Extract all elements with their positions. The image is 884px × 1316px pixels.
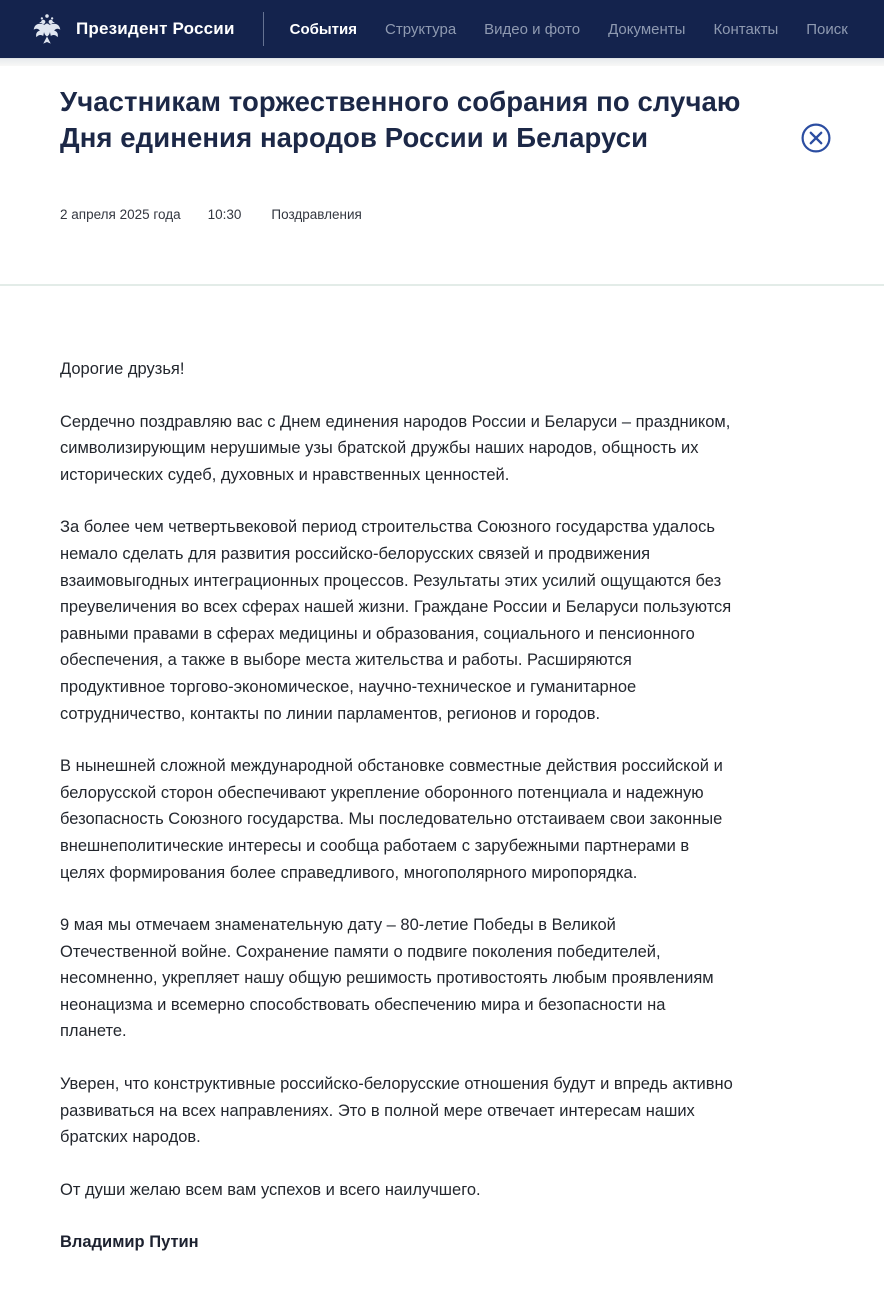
close-icon: [801, 123, 831, 153]
page-title: Участникам торжественного собрания по случаю Дня единения народов России и Беларуси: [60, 86, 741, 153]
publish-time: 10:30: [207, 207, 242, 222]
header-divider: [263, 12, 264, 46]
paragraph: За более чем четвертьвековой период строительства Союзного государства удалось немало сделать для развития российско-белорусских связей и продвижения взаимовыгодных интеграционных процессов. Результаты этих усилий ощущаются без преувеличения во всех сферах нашей жизни. Граждане России и Беларуси пользуются равными правами в сферах медицины и образования, социального и пенсионного обеспечения, а также в выборе места жительства и работы. Расширяются продуктивное торгово-экономическое, научно-техническое и гуманитарное сотрудничество, контакты по линии парламентов, регионов и городов.: [60, 518, 732, 723]
main-nav: [290, 21, 848, 38]
category-link[interactable]: Поздравления: [271, 207, 362, 222]
paragraph: Сердечно поздравляю вас с Днем единения народов России и Беларуси – праздником, символизирующим нерушимые узы братской дружбы наших народов, общность их исторических судеб, духовных и нравственных ценностей.: [60, 412, 731, 484]
paragraph: 9 мая мы отмечаем знаменательную дату – 80-летие Победы в Великой Отечественной войне. Сохранение памяти о подвиге поколения победителей, несомненно, укрепляет нашу общую решимость противостоять любым проявлениям неонацизма и всемерно способствовать обеспечению мира и безопасности на планете.: [60, 916, 714, 1041]
brand-home-link[interactable]: [32, 10, 235, 48]
article-meta: [60, 207, 824, 222]
article-head: [0, 66, 884, 222]
brand-title: Президент России: [76, 19, 235, 38]
nav-item-video-photo[interactable]: Видео и фото: [484, 20, 581, 38]
paragraph: В нынешней сложной международной обстановке совместные действия российской и белорусской сторон обеспечивают укрепление оборонного потенциала и надежную безопасность Союзного государства. Мы последовательно отстаиваем свои законные внешнеполитические интересы и сообща работаем с зарубежными партнерами в целях формирования более справедливого, многополярного миропорядка.: [60, 757, 723, 882]
nav-item-events[interactable]: События: [289, 20, 357, 38]
nav-item-structure[interactable]: Структура: [385, 20, 457, 38]
paragraph: Дорогие друзья!: [60, 360, 185, 378]
header-bottom-strip: [0, 58, 884, 66]
paragraph: Уверен, что конструктивные российско-белорусские отношения будут и впредь активно развиваться на всех направлениях. Это в полной мере отвечает интересам наших братских народов.: [60, 1075, 733, 1147]
publish-date: 2 апреля 2025 года: [60, 207, 181, 222]
nav-item-documents[interactable]: Документы: [608, 20, 686, 38]
signature: Владимир Путин: [60, 1233, 199, 1252]
site-header: [0, 0, 884, 58]
paragraph: От души желаю всем вам успехов и всего наилучшего.: [60, 1180, 481, 1199]
nav-item-search[interactable]: Поиск: [806, 20, 848, 38]
coat-of-arms-icon: [32, 10, 62, 48]
nav-item-contacts[interactable]: Контакты: [713, 20, 779, 38]
close-button[interactable]: [801, 123, 831, 153]
article-body: [0, 286, 795, 1316]
